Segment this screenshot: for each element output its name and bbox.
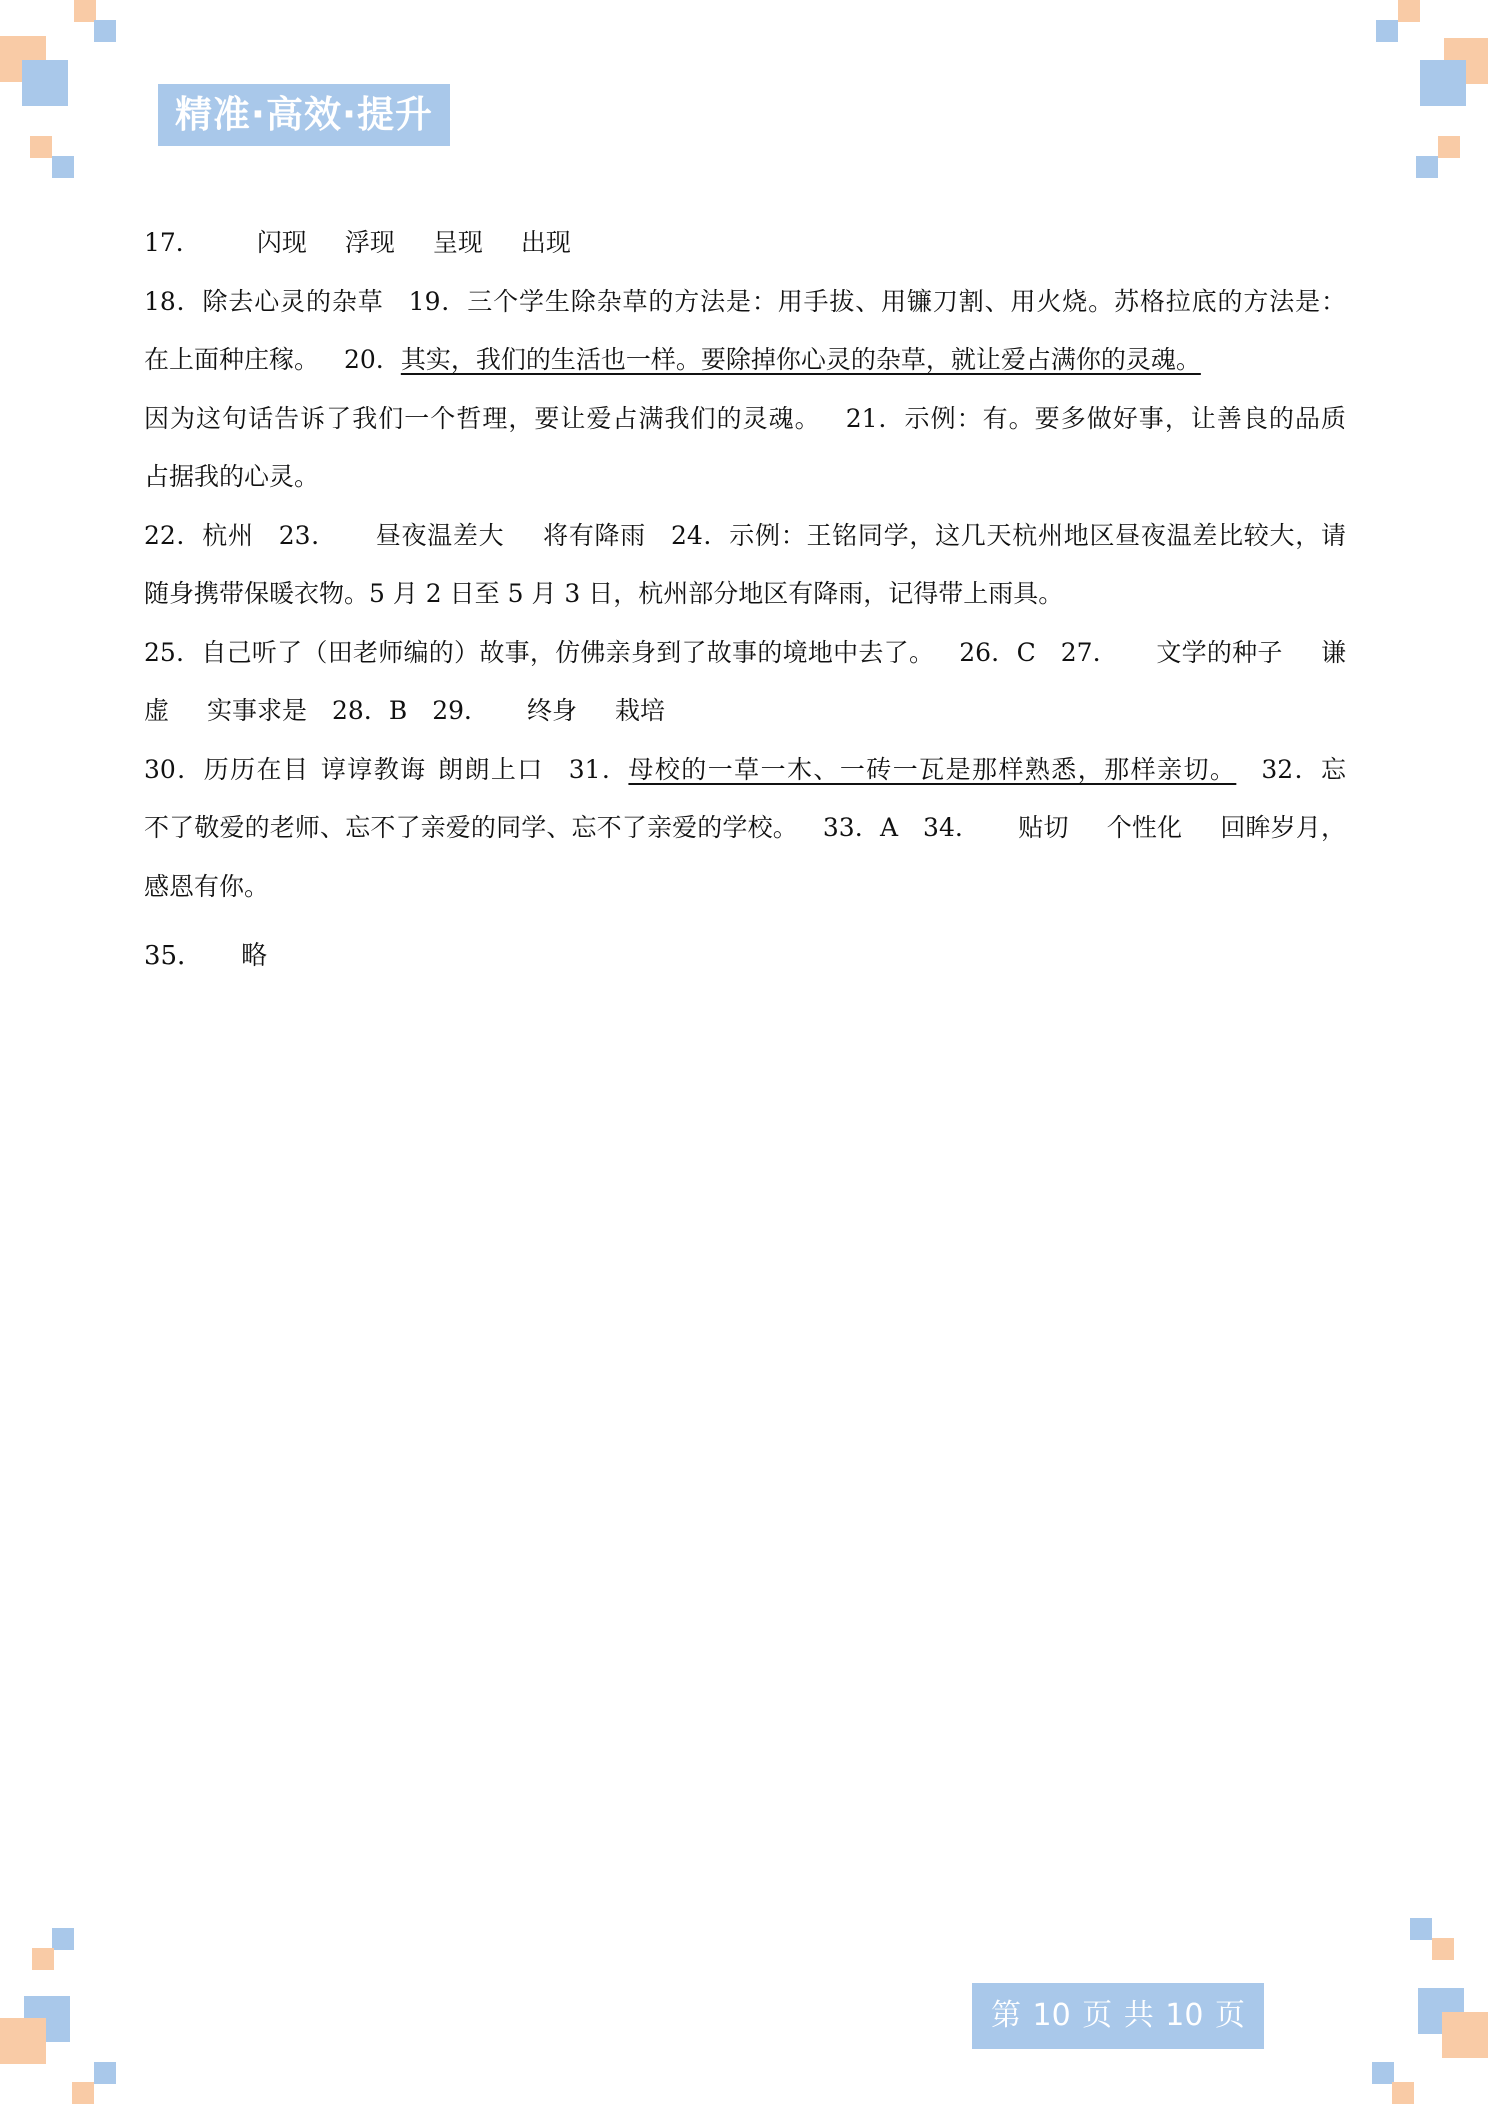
answer-number: 27． xyxy=(1060,637,1119,667)
answer-number: 35． xyxy=(144,941,204,971)
answer-line xyxy=(144,920,1346,988)
answer-line xyxy=(144,628,1346,687)
answer-text: 21．示例：有。要多做好事，让善良的品质 xyxy=(845,403,1346,433)
answer-word: 谦 xyxy=(1320,637,1346,667)
answer-word: 浮现 xyxy=(344,228,395,257)
answer-text: 不了敬爱的老师、忘不了亲爱的同学、忘不了亲爱的学校。 xyxy=(144,813,798,842)
answer-text: 22．杭州 xyxy=(144,520,254,550)
answer-content xyxy=(144,218,1346,988)
answer-word: 虚 xyxy=(144,696,170,725)
answer-text: 25．自己听了（田老师编的）故事，仿佛亲身到了故事的境地中去了。 xyxy=(144,637,935,667)
answer-word: 实事求是 xyxy=(207,696,308,725)
answer-number: 23． xyxy=(278,520,337,550)
answer-word: 出现 xyxy=(520,228,571,257)
answer-line xyxy=(144,803,1346,862)
answer-number: 20． xyxy=(344,345,401,374)
answer-text: 32．忘 xyxy=(1261,754,1346,784)
answer-line xyxy=(144,277,1346,336)
answer-word: 略 xyxy=(241,941,268,971)
answer-text: 33．A xyxy=(822,813,899,842)
answer-word: 回眸岁月， xyxy=(1220,813,1346,842)
answer-text: 18．除去心灵的杂草 xyxy=(144,286,384,316)
answer-word: 谆谆教诲 xyxy=(319,754,427,784)
answer-text: 随身携带保暖衣物。5 月 2 日至 5 月 3 日，杭州部分地区有降雨，记得带上雨具。 xyxy=(144,579,1064,608)
answer-line xyxy=(144,686,1346,745)
answer-text: 19．三个学生除杂草的方法是：用手拔、用镰刀割、用火烧。苏格拉底的方法是： xyxy=(408,286,1346,316)
underlined-quote: 母校的一草一木、一砖一瓦是那样熟悉，那样亲切。 xyxy=(628,754,1237,784)
answer-word: 呈现 xyxy=(432,228,483,257)
answer-line xyxy=(144,745,1346,804)
answer-word: 文学的种子 xyxy=(1156,637,1283,667)
answer-number: 17． xyxy=(144,228,201,257)
answer-text: 占据我的心灵。 xyxy=(144,462,320,491)
answer-text: 26．C xyxy=(959,637,1036,667)
answer-number: 34． xyxy=(923,813,981,842)
answer-word: 将有降雨 xyxy=(542,520,646,550)
answer-text: 因为这句话告诉了我们一个哲理，要让爱占满我们的灵魂。 xyxy=(144,403,821,433)
answer-line xyxy=(144,394,1346,453)
answer-number: 31． xyxy=(568,754,629,784)
header-banner: 精准·高效·提升 xyxy=(158,84,450,146)
page-indicator: 第 10 页 共 10 页 xyxy=(972,1983,1264,2049)
answer-number: 30． xyxy=(144,754,204,784)
answer-word: 贴切 xyxy=(1018,813,1069,842)
answer-text: 在上面种庄稼。 xyxy=(144,345,320,374)
answer-line xyxy=(144,569,1346,628)
answer-word: 闪现 xyxy=(256,228,307,257)
answer-line xyxy=(144,218,1346,277)
answer-word: 朗朗上口 xyxy=(436,754,544,784)
answer-line xyxy=(144,452,1346,511)
answer-number: 29． xyxy=(432,696,490,725)
answer-line xyxy=(144,862,1346,921)
answer-word: 历历在目 xyxy=(203,754,310,784)
answer-line xyxy=(144,335,1346,394)
answer-word: 栽培 xyxy=(615,696,666,725)
answer-text: 28．B xyxy=(332,696,408,725)
answer-line xyxy=(144,511,1346,570)
answer-word: 个性化 xyxy=(1106,813,1183,842)
underlined-quote: 其实，我们的生活也一样。要除掉你心灵的杂草，就让爱占满你的灵魂。 xyxy=(400,345,1201,374)
answer-text: 24．示例：王铭同学，这几天杭州地区昼夜温差比较大，请 xyxy=(671,520,1346,550)
answer-text: 感恩有你。 xyxy=(144,871,270,901)
answer-word: 终身 xyxy=(527,696,578,725)
answer-word: 昼夜温差大 xyxy=(374,520,505,550)
